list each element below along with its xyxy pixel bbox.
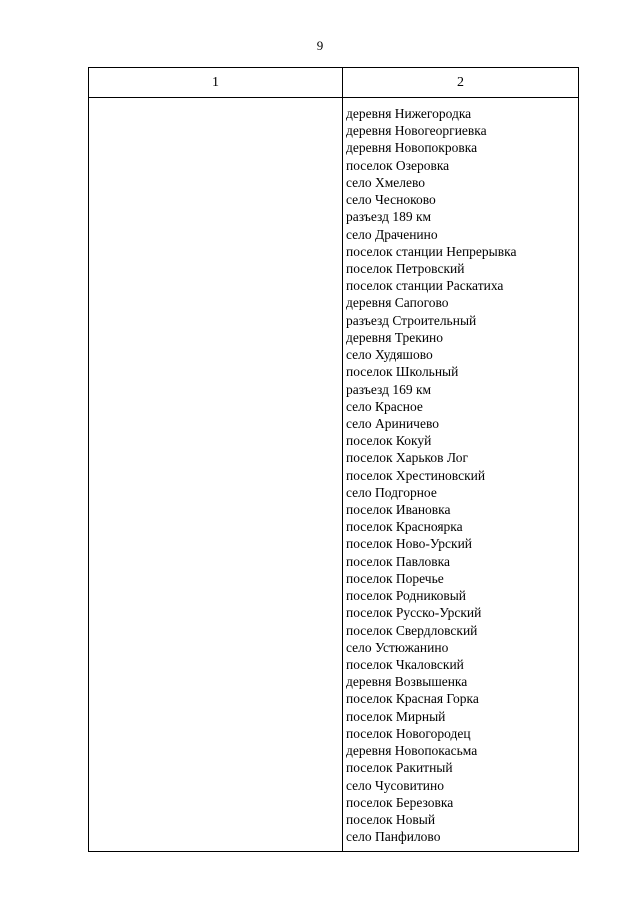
settlement-entry: село Ариничево xyxy=(346,415,439,431)
settlement-entry: деревня Новопокасьма xyxy=(346,743,478,759)
settlement-entry: поселок Петровский xyxy=(346,260,465,276)
settlement-entry: деревня Возвышенка xyxy=(346,674,468,690)
header-divider xyxy=(89,97,578,98)
settlement-entry: поселок Родниковый xyxy=(346,588,467,604)
settlement-entry: село Подгорное xyxy=(346,484,437,500)
settlement-entry: село Драченино xyxy=(346,226,438,242)
column-divider xyxy=(342,68,343,851)
settlement-entry: село Чесноково xyxy=(346,192,436,208)
settlement-entry: деревня Новопокровка xyxy=(346,140,478,156)
settlement-entry: поселок Новогородец xyxy=(346,725,471,741)
settlement-entry: поселок Мирный xyxy=(346,708,446,724)
settlement-list xyxy=(346,105,516,845)
settlement-entry: деревня Трекино xyxy=(346,329,444,345)
settlement-entry: деревня Нижегородка xyxy=(346,106,472,121)
settlement-entry: поселок Красная Горка xyxy=(346,691,479,707)
settlement-entry: село Хмелево xyxy=(346,174,426,190)
settlement-entry: поселок станции Непрерывка xyxy=(346,243,517,259)
settlement-entry: разъезд 189 км xyxy=(346,209,432,225)
settlement-entry: поселок Березовка xyxy=(346,794,454,810)
settlement-entry: поселок Кокуй xyxy=(346,433,432,449)
settlement-entry: поселок Свердловский xyxy=(346,622,478,638)
settlement-entry: разъезд Строительный xyxy=(346,312,477,328)
settlement-entry: село Худяшово xyxy=(346,347,433,363)
column-header-2: 2 xyxy=(457,75,464,90)
settlement-entry: поселок Харьков Лог xyxy=(346,450,469,466)
settlement-entry: поселок Павловка xyxy=(346,553,451,569)
settlement-entry: поселок Ново-Урский xyxy=(346,536,473,552)
settlement-entry: поселок Ракитный xyxy=(346,760,453,776)
settlement-entry: поселок Ивановка xyxy=(346,502,451,518)
settlement-entry: поселок Озеровка xyxy=(346,157,450,173)
settlement-entry: деревня Новогеоргиевка xyxy=(346,123,487,139)
settlement-entry: поселок Поречье xyxy=(346,570,444,586)
settlement-entry: село Чусовитино xyxy=(346,777,444,793)
settlement-entry: поселок Хрестиновский xyxy=(346,467,486,483)
settlements-table xyxy=(88,67,579,852)
settlement-entry: село Красное xyxy=(346,398,423,414)
settlement-entry: поселок станции Раскатиха xyxy=(346,278,504,294)
settlement-entry: поселок Красноярка xyxy=(346,519,463,535)
settlement-entry: поселок Новый xyxy=(346,811,436,827)
page-number: 9 xyxy=(316,38,324,53)
settlement-entry: село Панфилово xyxy=(346,829,441,845)
column-header-1: 1 xyxy=(212,75,219,90)
settlement-entry: разъезд 169 км xyxy=(346,381,432,397)
settlement-entry: поселок Русско-Урский xyxy=(346,605,482,621)
settlement-entry: село Устюжанино xyxy=(346,639,449,655)
settlement-entry: поселок Чкаловский xyxy=(346,657,464,672)
settlement-entry: поселок Школьный xyxy=(346,364,459,380)
settlement-entry: деревня Сапогово xyxy=(346,295,449,311)
